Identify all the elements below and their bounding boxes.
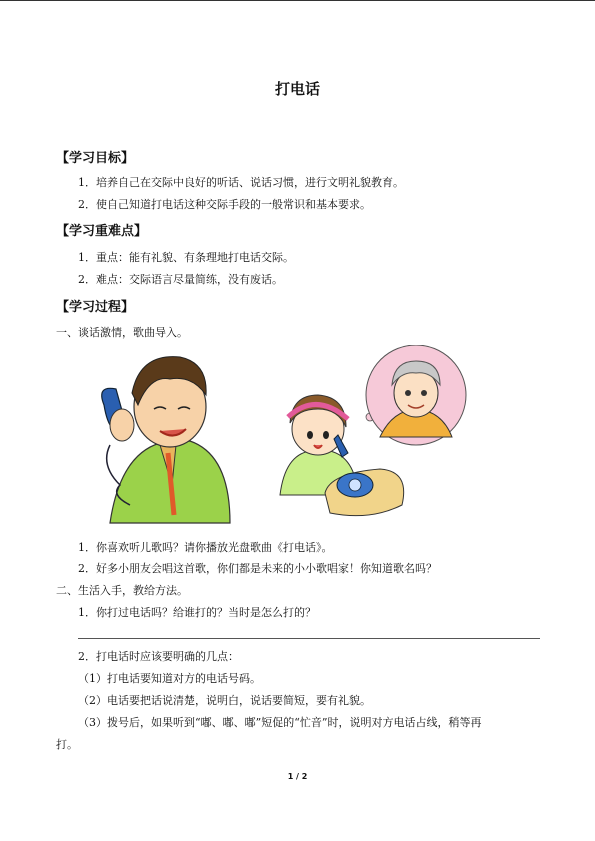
key-point-item-2: 2．难点：交际语言尽量简练，没有废话。	[78, 273, 283, 286]
answer-blank-line	[78, 638, 540, 639]
goal-item-1: 1．培养自己在交际中良好的听话、说话习惯，进行文明礼貌教育。	[78, 176, 404, 189]
tip-item-1: （1）打电话要知道对方的电话号码。	[78, 672, 261, 685]
grandmother-thought-bubble	[366, 345, 466, 445]
page-number: 1 / 2	[287, 772, 308, 781]
process-part-1: 一、谈话激情，歌曲导入。	[56, 326, 188, 339]
page-title: 打电话	[274, 80, 320, 98]
section-heading-process: 【学习过程】	[56, 300, 135, 315]
goal-item-2: 2．使自己知道打电话这种交际手段的一般常识和基本要求。	[78, 198, 371, 211]
part1-item-2: 2．好多小朋友会唱这首歌，你们都是未来的小小歌唱家！你知道歌名吗？	[78, 562, 437, 575]
tip-item-3: （3）拨号后，如果听到“嘟、嘟、嘟”短促的“忙音”时，说明对方电话占线，稍等再	[78, 716, 482, 729]
phone-call-illustration	[80, 345, 480, 525]
part2-question-2: 2．打电话时应该要明确的几点：	[78, 650, 239, 663]
section-heading-goals: 【学习目标】	[56, 151, 135, 166]
tip-item-2: （2）电话要把话说清楚，说明白，说话要简短，要有礼貌。	[78, 694, 371, 707]
section-heading-key-points: 【学习重难点】	[56, 224, 148, 239]
part2-question-1: 1．你打过电话吗？给谁打的？当时是怎么打的？	[78, 606, 316, 619]
process-part-2: 二、生活入手，教给方法。	[56, 584, 188, 597]
key-point-item-1: 1．重点：能有礼貌、有条理地打电话交际。	[78, 251, 294, 264]
man-on-phone-figure	[102, 357, 230, 523]
part1-item-1: 1．你喜欢听儿歌吗？请你播放光盘歌曲《打电话》。	[78, 541, 333, 554]
tip-item-3-continued: 打。	[56, 738, 78, 751]
page-top-rule	[0, 0, 595, 1]
